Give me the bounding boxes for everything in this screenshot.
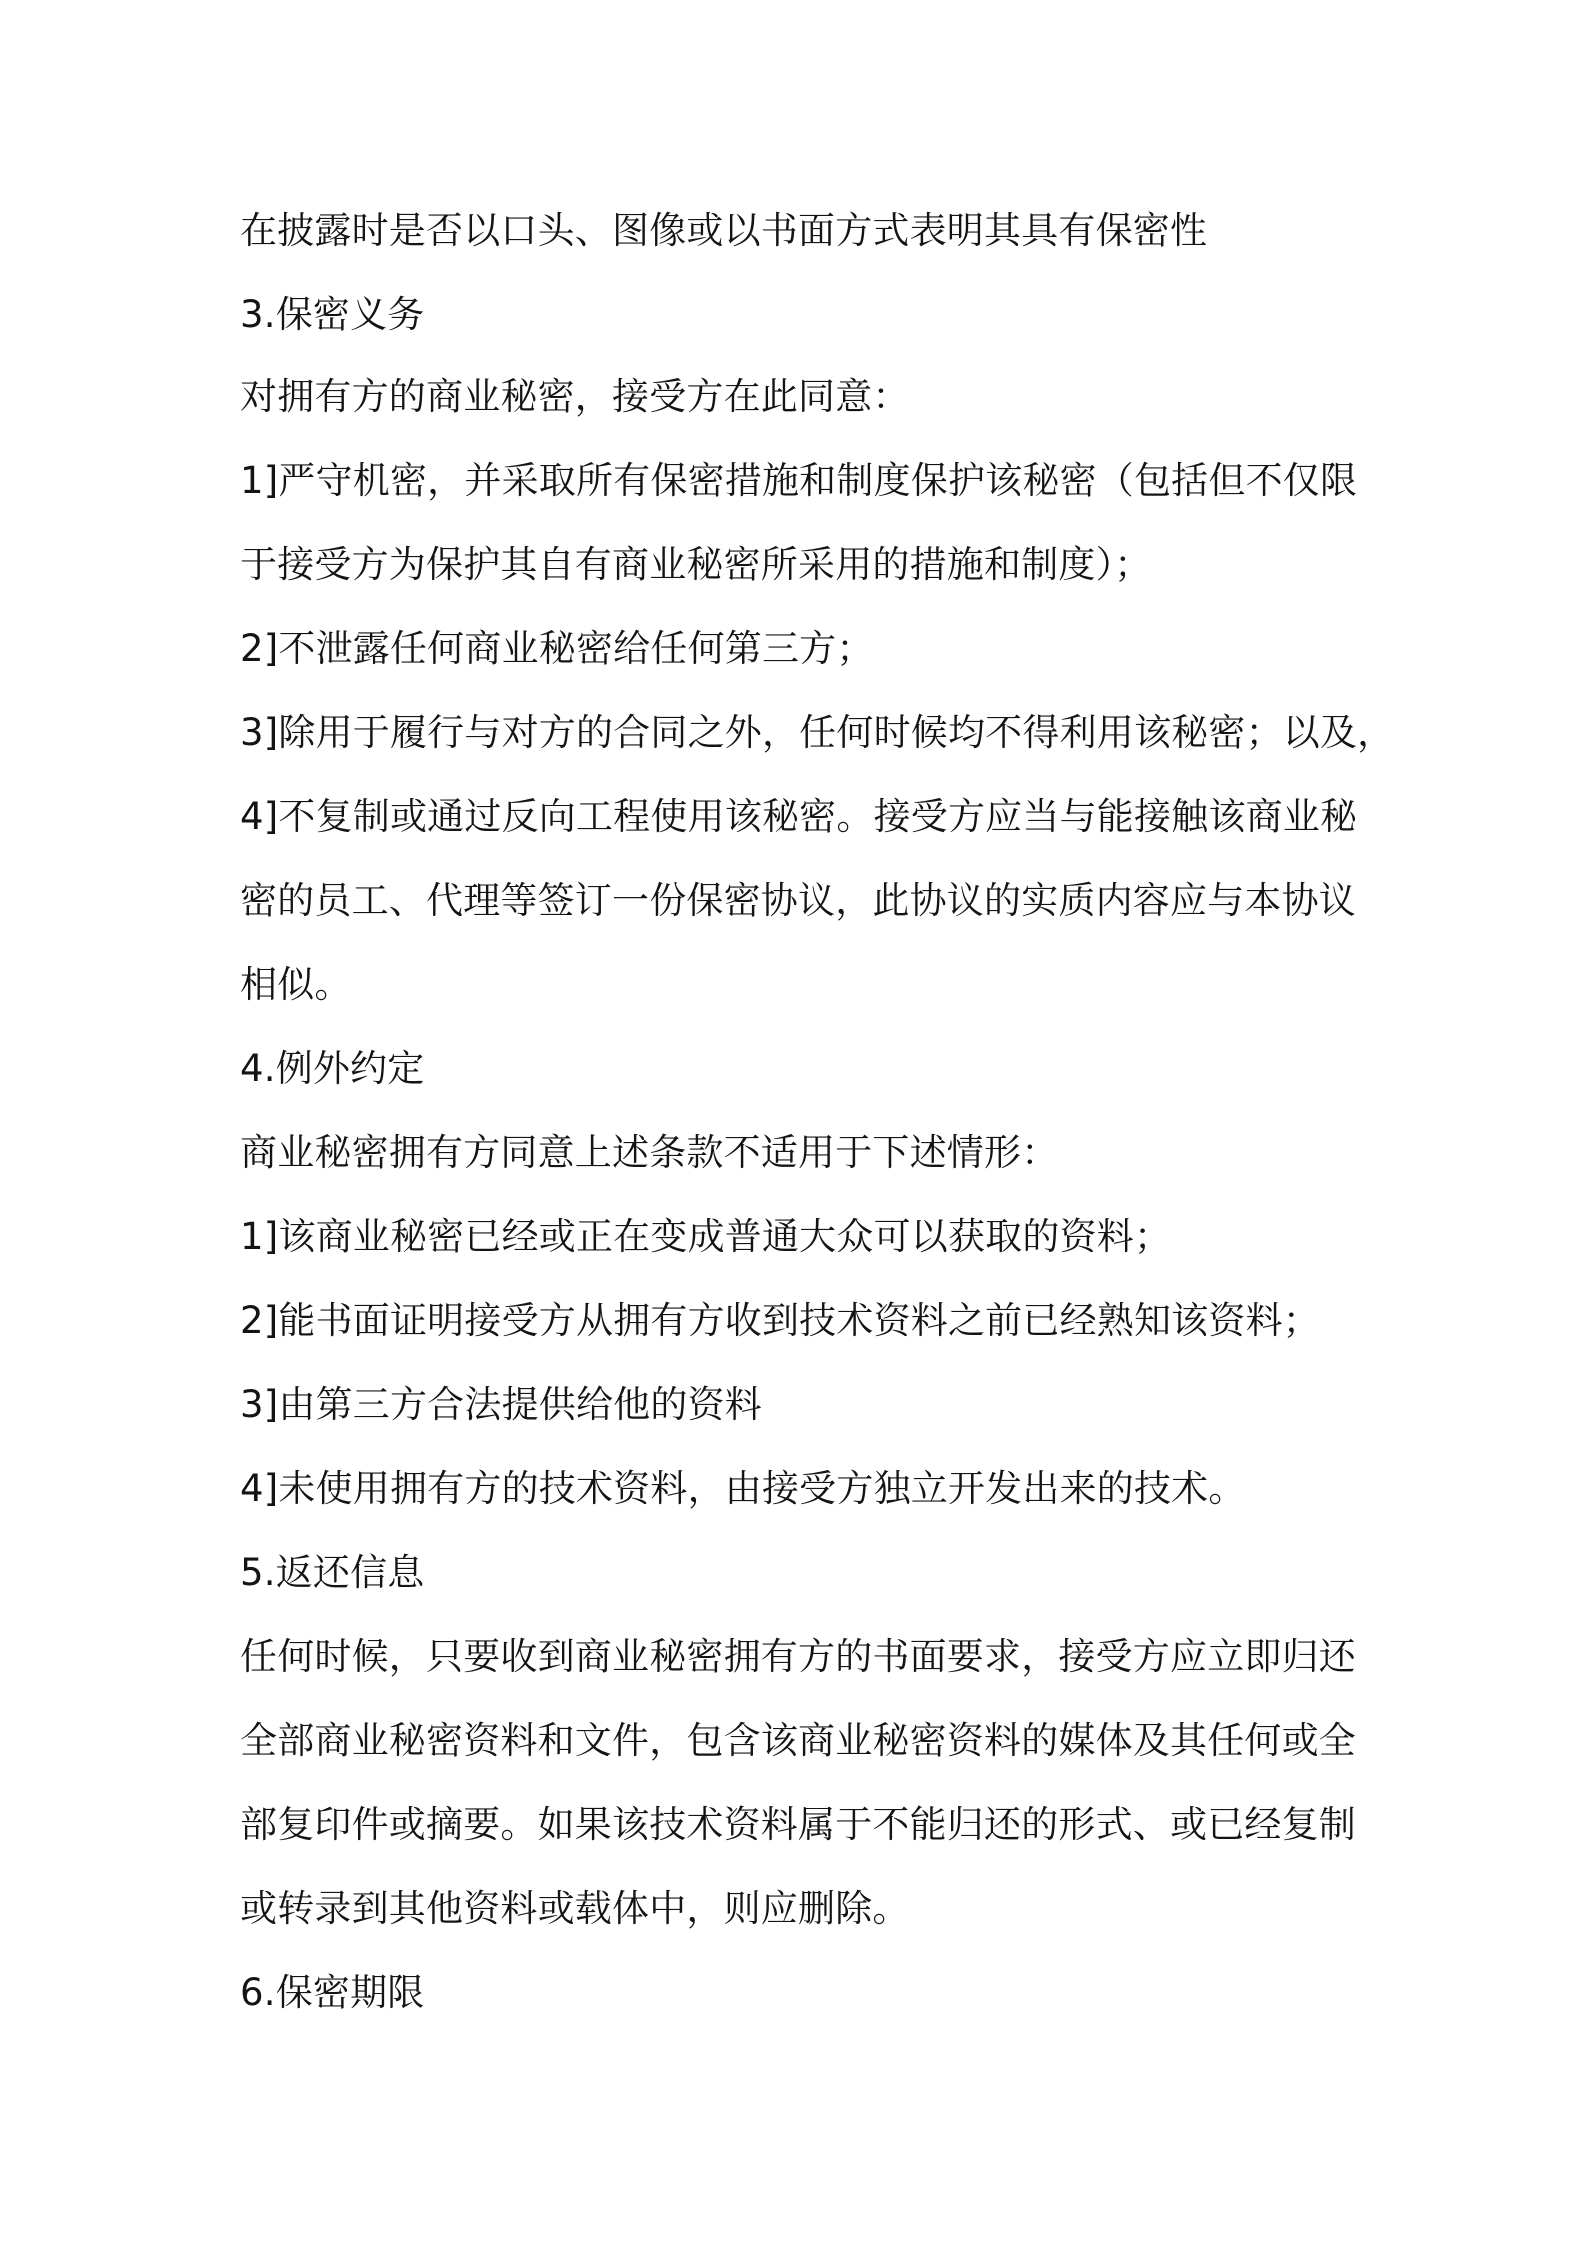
clause-4-line-3: 相似。 xyxy=(240,963,352,1006)
section-heading-return-information: 5.返还信息 xyxy=(240,1551,425,1594)
return-paragraph-line-3: 部复印件或摘要。如果该技术资料属于不能归还的形式、或已经复制 xyxy=(240,1803,1356,1846)
clause-3: 3]除用于履行与对方的合同之外，任何时候均不得利用该秘密；以及， xyxy=(240,711,1395,754)
section-heading-confidentiality-obligation: 3.保密义务 xyxy=(240,293,425,336)
return-paragraph-line-2: 全部商业秘密资料和文件，包含该商业秘密资料的媒体及其任何或全 xyxy=(240,1719,1356,1762)
return-paragraph-line-4: 或转录到其他资料或载体中，则应删除。 xyxy=(240,1887,910,1930)
clause-2: 2]不泄露任何商业秘密给任何第三方； xyxy=(240,627,874,670)
clause-4-line-2: 密的员工、代理等签订一份保密协议，此协议的实质内容应与本协议 xyxy=(240,879,1356,922)
paragraph-disclosure-form: 在披露时是否以口头、图像或以书面方式表明其具有保密性 xyxy=(240,209,1208,252)
exception-4: 4]未使用拥有方的技术资料，由接受方独立开发出来的技术。 xyxy=(240,1467,1246,1510)
return-paragraph-line-1: 任何时候，只要收到商业秘密拥有方的书面要求，接受方应立即归还 xyxy=(240,1635,1356,1678)
section-heading-exceptions: 4.例外约定 xyxy=(240,1047,425,1090)
exception-1: 1]该商业秘密已经或正在变成普通大众可以获取的资料； xyxy=(240,1215,1172,1258)
clause-1-line-1: 1]严守机密，并采取所有保密措施和制度保护该秘密（包括但不仅限 xyxy=(240,459,1358,502)
section-heading-confidentiality-period: 6.保密期限 xyxy=(240,1971,425,2014)
paragraph-exceptions-intro: 商业秘密拥有方同意上述条款不适用于下述情形： xyxy=(240,1131,1059,1174)
exception-3: 3]由第三方合法提供给他的资料 xyxy=(240,1383,762,1426)
clause-1-line-2: 于接受方为保护其自有商业秘密所采用的措施和制度）； xyxy=(240,543,1152,586)
clause-4-line-1: 4]不复制或通过反向工程使用该秘密。接受方应当与能接触该商业秘 xyxy=(240,795,1358,838)
exception-2: 2]能书面证明接受方从拥有方收到技术资料之前已经熟知该资料； xyxy=(240,1299,1320,1342)
paragraph-receiver-agrees: 对拥有方的商业秘密，接受方在此同意： xyxy=(240,375,910,418)
